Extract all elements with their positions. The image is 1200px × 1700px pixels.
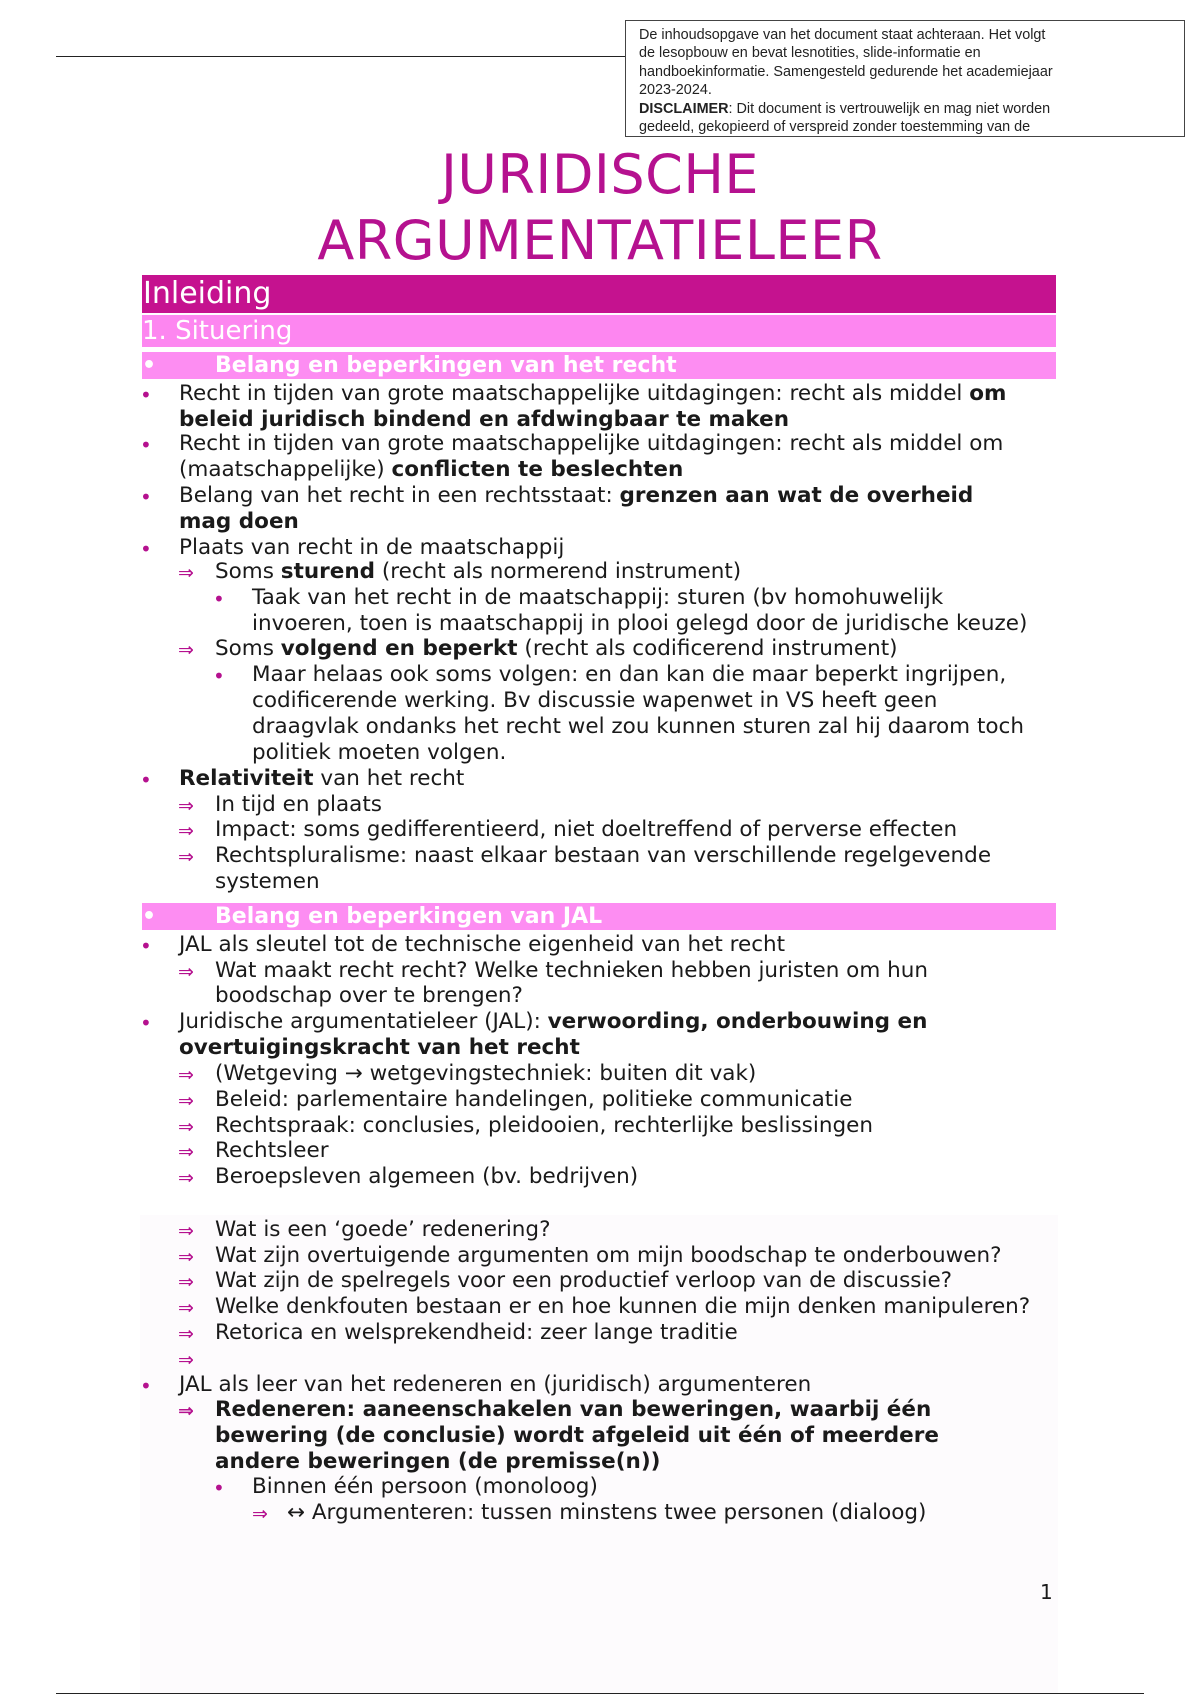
list-item: Wat zijn de spelregels voor een productief verloop van de discussie? [215, 1268, 953, 1293]
arrow-right-icon: ⇒ [178, 562, 194, 584]
arrow-right-icon: ⇒ [178, 1116, 194, 1138]
disclaimer-label: DISCLAIMER [639, 100, 729, 117]
arrow-right-icon: ⇒ [178, 1090, 194, 1112]
list-item: (Wetgeving → wetgevingstechniek: buiten dit vak) [215, 1061, 757, 1086]
list-item: Wat maakt recht recht? Welke technieken hebben juristen om hun [215, 958, 928, 983]
arrow-right-icon: ⇒ [178, 961, 194, 983]
list-item-cont: boodschap over te brengen? [215, 983, 523, 1008]
arrow-right-icon: ⇒ [178, 639, 194, 661]
title-line-2: ARGUMENTATIELEER [317, 209, 883, 272]
note-line: De inhoudsopgave van het document staat achteraan. Het volgt [639, 27, 1046, 43]
list-item-cont: systemen [215, 869, 320, 894]
list-item-cont: overtuigingskracht van het recht [179, 1035, 580, 1060]
list-item-cont: andere beweringen (de premisse(n)) [215, 1449, 661, 1474]
bullet-icon: • [140, 1374, 152, 1398]
list-item: Wat is een ‘goede’ redenering? [215, 1217, 551, 1242]
bullet-icon: • [140, 433, 152, 457]
arrow-right-icon: ⇒ [252, 1503, 268, 1525]
arrow-right-icon: ⇒ [178, 1167, 194, 1189]
list-item-cont: politiek moeten volgen. [252, 740, 507, 765]
footer-rule [56, 1693, 1144, 1694]
list-item: Rechtspraak: conclusies, pleidooien, rechterlijke beslissingen [215, 1113, 873, 1138]
list-item: ↔ Argumenteren: tussen minstens twee personen (dialoog) [287, 1500, 927, 1525]
document-title [0, 142, 1200, 274]
arrow-right-icon: ⇒ [178, 795, 194, 817]
list-item: Plaats van recht in de maatschappij [179, 535, 565, 560]
bullet-icon: • [213, 664, 225, 688]
arrow-right-icon: ⇒ [178, 1220, 194, 1242]
list-item: Wat zijn overtuigende argumenten om mijn boodschap te onderbouwen? [215, 1243, 1002, 1268]
list-item: Rechtsleer [215, 1138, 329, 1163]
bullet-icon: • [142, 904, 157, 929]
note-line: gedeeld, gekopieerd of verspreid zonder toestemming van de [639, 119, 1031, 136]
bullet-icon: • [140, 768, 152, 792]
disclaimer-line: DISCLAIMER: Dit document is vertrouwelijk en mag niet worden [639, 100, 1051, 117]
list-item: Recht in tijden van grote maatschappelijke uitdagingen: recht als middel om [179, 381, 1007, 406]
note-line: 2023-2024. [639, 82, 712, 99]
list-item: Redeneren: aaneenschakelen van beweringen, waarbij één [215, 1397, 932, 1422]
list-item: Belang van het recht in een rechtsstaat: grenzen aan wat de overheid [179, 483, 974, 508]
bullet-icon: • [140, 934, 152, 958]
arrow-right-icon: ⇒ [178, 1271, 194, 1293]
list-item-cont: invoeren, toen is maatschappij in plooi gelegd door de juridische keuze) [252, 611, 1028, 636]
list-item: Impact: soms gedifferentieerd, niet doeltreffend of perverse effecten [215, 817, 958, 842]
list-item-cont: draagvlak ondanks het recht wel zou kunnen sturen zal hij daarom toch [252, 714, 1024, 739]
list-item-cont: codificerende werking. Bv discussie wapenwet in VS heeft geen [252, 688, 938, 713]
note-line: de lesopbouw en bevat lesnotities, slide-informatie en [639, 45, 981, 62]
header-rule [56, 56, 626, 57]
list-item: In tijd en plaats [215, 792, 382, 817]
arrow-right-icon: ⇒ [178, 1141, 194, 1163]
bullet-icon: • [142, 353, 157, 378]
note-line: handboekinformatie. Samengesteld gedurende het academiejaar [639, 63, 1053, 80]
page-number: 1 [1040, 1580, 1053, 1604]
list-item: Soms sturend (recht als normerend instrument) [215, 559, 742, 584]
list-item: Juridische argumentatieleer (JAL): verwoording, onderbouwing en [179, 1009, 928, 1034]
heading-3-recht: • Belang en beperkingen van het recht [142, 352, 1056, 379]
heading-2: 1. Situering [142, 315, 1056, 347]
list-item: Maar helaas ook soms volgen: en dan kan die maar beperkt ingrijpen, [252, 662, 1007, 687]
disclaimer-note-box [625, 20, 1185, 137]
list-item: Rechtspluralisme: naast elkaar bestaan van verschillende regelgevende [215, 843, 992, 868]
heading-1: Inleiding [142, 275, 1056, 313]
list-item: Soms volgend en beperkt (recht als codificerend instrument) [215, 636, 898, 661]
arrow-right-icon: ⇒ [178, 846, 194, 868]
arrow-right-icon: ⇒ [178, 1297, 194, 1319]
bullet-icon: • [213, 587, 225, 611]
bullet-icon: • [140, 537, 152, 561]
list-item: Relativiteit van het recht [179, 766, 465, 791]
list-item: Binnen één persoon (monoloog) [252, 1474, 598, 1499]
title-line-1: JURIDISCHE [440, 143, 760, 206]
bullet-icon: • [140, 485, 152, 509]
list-item-cont: beleid juridisch bindend en afdwingbaar te maken [179, 407, 790, 432]
list-item-cont: mag doen [179, 509, 299, 534]
list-item: Beroepsleven algemeen (bv. bedrijven) [215, 1164, 639, 1189]
list-item: Retorica en welsprekendheid: zeer lange traditie [215, 1320, 738, 1345]
bullet-icon: • [140, 1011, 152, 1035]
heading-3-jal: • Belang en beperkingen van JAL [142, 903, 1056, 930]
bullet-icon: • [213, 1476, 225, 1500]
list-item: Welke denkfouten bestaan er en hoe kunnen die mijn denken manipuleren? [215, 1294, 1031, 1319]
list-item: JAL als leer van het redeneren en (juridisch) argumenteren [179, 1372, 812, 1397]
arrow-right-icon: ⇒ [178, 1246, 194, 1268]
list-item: JAL als sleutel tot de technische eigenheid van het recht [179, 932, 786, 957]
list-item-cont: (maatschappelijke) conflicten te beslechten [179, 457, 684, 482]
bullet-icon: • [140, 383, 152, 407]
arrow-right-icon: ⇒ [178, 820, 194, 842]
list-item: Beleid: parlementaire handelingen, politieke communicatie [215, 1087, 853, 1112]
arrow-right-icon: ⇒ [178, 1064, 194, 1086]
arrow-right-icon: ⇒ [178, 1400, 194, 1422]
arrow-right-icon: ⇒ [178, 1349, 194, 1371]
list-item: Taak van het recht in de maatschappij: sturen (bv homohuwelijk [252, 585, 944, 610]
list-item: Recht in tijden van grote maatschappelijke uitdagingen: recht als middel om [179, 431, 1004, 456]
list-item-cont: bewering (de conclusie) wordt afgeleid uit één of meerdere [215, 1423, 939, 1448]
arrow-right-icon: ⇒ [178, 1323, 194, 1345]
